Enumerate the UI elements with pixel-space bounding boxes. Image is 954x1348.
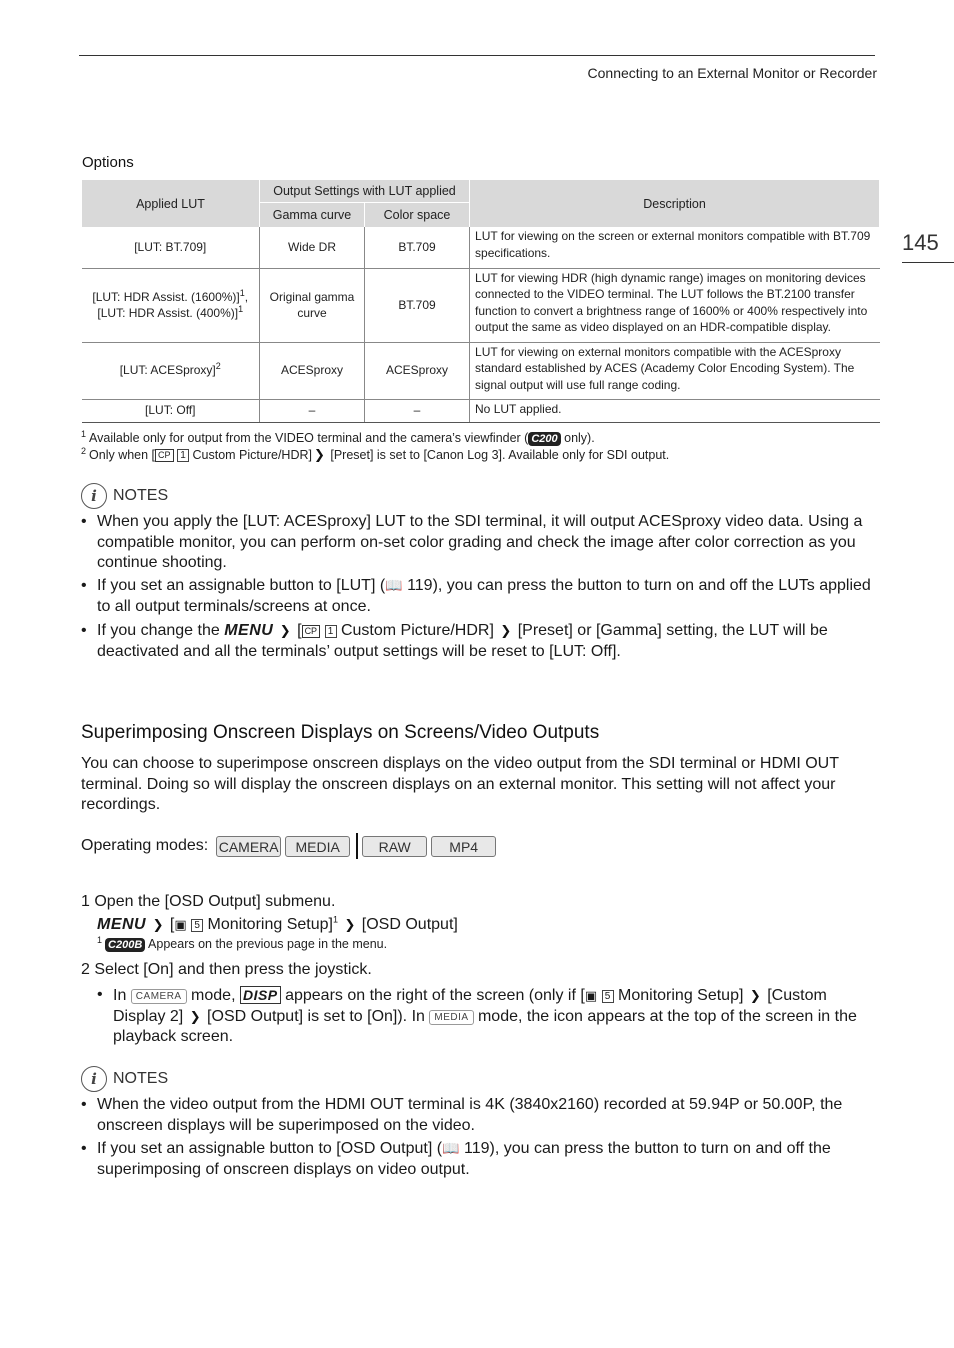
- color-cell: ACESproxy: [365, 342, 470, 399]
- list-item: • If you change the MENU ❯ [ CP 1 Custom Picture/HDR] ❯ [Preset] or [Gamma] setting, the LUT will be deactivated and all the terminals’ output settings will be reset to [LUT: Off].: [81, 622, 828, 660]
- list-item: • If you set an assignable button to [LUT] (📖 119), you can press the button to turn on and off the LUTs applied to all output terminals/screens at once.: [81, 577, 871, 615]
- lut-cell: [LUT: ACESproxy]$^2$: [82, 342, 260, 399]
- c200b-badge-icon: C200B: [105, 938, 145, 952]
- lut-cell: [LUT: Off]: [82, 399, 260, 422]
- description-cell: No LUT applied.: [470, 399, 880, 422]
- header-rule: [79, 55, 875, 56]
- lut-cell: [LUT: HDR Assist. (1600%)]$^1$, [LUT: HDR Assist. (400%)]$^1$: [82, 268, 260, 342]
- header-output-settings: Output Settings with LUT applied: [260, 180, 470, 202]
- info-icon: i: [81, 1066, 107, 1092]
- mode-raw-icon: RAW: [362, 836, 427, 857]
- description-cell: LUT for viewing on the screen or external monitors compatible with BT.709 specifications.: [470, 227, 880, 268]
- mode-media-icon: MEDIA: [285, 836, 350, 857]
- gamma-cell: –: [260, 399, 365, 422]
- description-cell: LUT for viewing HDR (high dynamic range) images on monitoring devices connected to the VIDEO terminal. The LUT follows the BT.2100 transfer function to convert a brightness range of 1600% or 400% respectively into output the same as video displayed on an HDR-compatible display.: [470, 268, 880, 342]
- lut-cell: [LUT: BT.709]: [82, 227, 260, 268]
- book-reference-icon: 📖: [442, 1141, 460, 1157]
- lut-options-table: [81, 180, 880, 423]
- header-gamma-curve: Gamma curve: [260, 202, 365, 227]
- arrow-right-icon: ❯: [279, 623, 291, 638]
- table-row: [82, 399, 880, 422]
- section-title: Superimposing Onscreen Displays on Screens/Video Outputs: [81, 722, 600, 743]
- info-icon: i: [81, 483, 107, 509]
- arrow-right-icon: ❯: [313, 447, 325, 462]
- arrow-right-icon: ❯: [749, 988, 761, 1003]
- menu-page-number: 1: [325, 625, 337, 638]
- color-cell: BT.709: [365, 268, 470, 342]
- menu-page-number: 5: [191, 919, 203, 932]
- operating-modes: Operating modes: CAMERA MEDIA RAW MP4: [81, 833, 500, 859]
- list-item: • When the video output from the HDMI OUT terminal is 4K (3840x2160) recorded at 59.94P or 50.00P, the onscreen displays will be superimposed on the video.: [81, 1096, 843, 1134]
- mode-camera-icon: CAMERA: [216, 836, 281, 857]
- footnote-2: $^2$ Only when [ CP 1 Custom Picture/HDR] ❯ [Preset] is set to [Canon Log 3]. Available only for SDI output.: [81, 446, 670, 462]
- menu-path: MENU ❯ [▣ 5 Monitoring Setup]$^1$ ❯ [OSD Output]: [97, 914, 458, 933]
- notes-heading: i NOTES: [81, 1066, 168, 1092]
- page-number: 145: [902, 230, 939, 255]
- header-description: Description: [470, 180, 880, 227]
- options-heading: Options: [82, 154, 134, 171]
- arrow-right-icon: ❯: [189, 1008, 201, 1024]
- gamma-cell: Wide DR: [260, 227, 365, 268]
- arrow-right-icon: ❯: [344, 917, 356, 932]
- page-number-rule: [902, 262, 954, 263]
- menu-icon: MENU: [224, 622, 274, 639]
- custom-picture-icon: CP: [155, 449, 174, 462]
- step-2: 2 Select [On] and then press the joystick.: [81, 961, 372, 978]
- mode-divider: [356, 833, 358, 859]
- arrow-right-icon: ❯: [152, 917, 164, 932]
- menu-icon: MENU: [97, 916, 147, 933]
- notes-heading: i NOTES: [81, 483, 168, 509]
- header-applied-lut: Applied LUT: [82, 180, 260, 227]
- gamma-cell: Original gamma curve: [260, 268, 365, 342]
- custom-picture-icon: CP: [302, 625, 321, 638]
- color-cell: BT.709: [365, 227, 470, 268]
- mode-camera-icon: CAMERA: [131, 989, 187, 1004]
- book-reference-icon: 📖: [385, 578, 403, 594]
- menu-page-number: 5: [602, 990, 614, 1003]
- c200-badge-icon: C200: [528, 432, 560, 446]
- table-row: [82, 342, 880, 399]
- arrow-right-icon: ❯: [500, 623, 512, 638]
- mode-media-icon: MEDIA: [429, 1010, 473, 1025]
- table-row: [82, 268, 880, 342]
- footnote-1: $^1$ Available only for output from the VIDEO terminal and the camera’s viewfinder ( C200 only).: [81, 429, 595, 445]
- color-cell: –: [365, 399, 470, 422]
- list-item: • When you apply the [LUT: ACESproxy] LUT to the SDI terminal, it will output ACESproxy video data. Using a compatible monitor, you can perform on-set color grading and check the image after color correction as you continue shooting.: [81, 513, 863, 571]
- menu-page-number: 1: [177, 449, 189, 462]
- table-row: [82, 227, 880, 268]
- mode-mp4-icon: MP4: [431, 836, 496, 857]
- list-item: • In CAMERA mode, DISP appears on the right of the screen (only if [▣ 5 Monitoring Setup] ❯ [Custom Display 2] ❯ [OSD Output] is set to [On]). In MEDIA mode, the icon appears at the top of the screen in the playback screen.: [97, 986, 857, 1045]
- step-1-footnote: $^1$ C200B Appears on the previous page in the menu.: [97, 935, 388, 951]
- section-intro: You can choose to superimpose onscreen displays on the video output from the SDI terminal or HDMI OUT terminal. Doing so will display the onscreen displays on an external monitor. This setting will not affect your recordings.: [81, 755, 839, 813]
- description-cell: LUT for viewing on external monitors compatible with the ACESproxy standard established by ACES (Academy Color Encoding System). The signal output will use full range coding.: [470, 342, 880, 399]
- gamma-cell: ACESproxy: [260, 342, 365, 399]
- list-item: • If you set an assignable button to [OSD Output] (📖 119), you can press the button to turn on and off the superimposing of onscreen displays on video output.: [81, 1140, 831, 1178]
- step-1: 1 Open the [OSD Output] submenu.: [81, 893, 336, 910]
- running-header: Connecting to an External Monitor or Recorder: [587, 65, 877, 81]
- monitor-setup-icon: ▣: [584, 988, 598, 1003]
- monitor-setup-icon: ▣: [174, 917, 187, 932]
- header-color-space: Color space: [365, 202, 470, 227]
- disp-icon: DISP: [240, 986, 281, 1004]
